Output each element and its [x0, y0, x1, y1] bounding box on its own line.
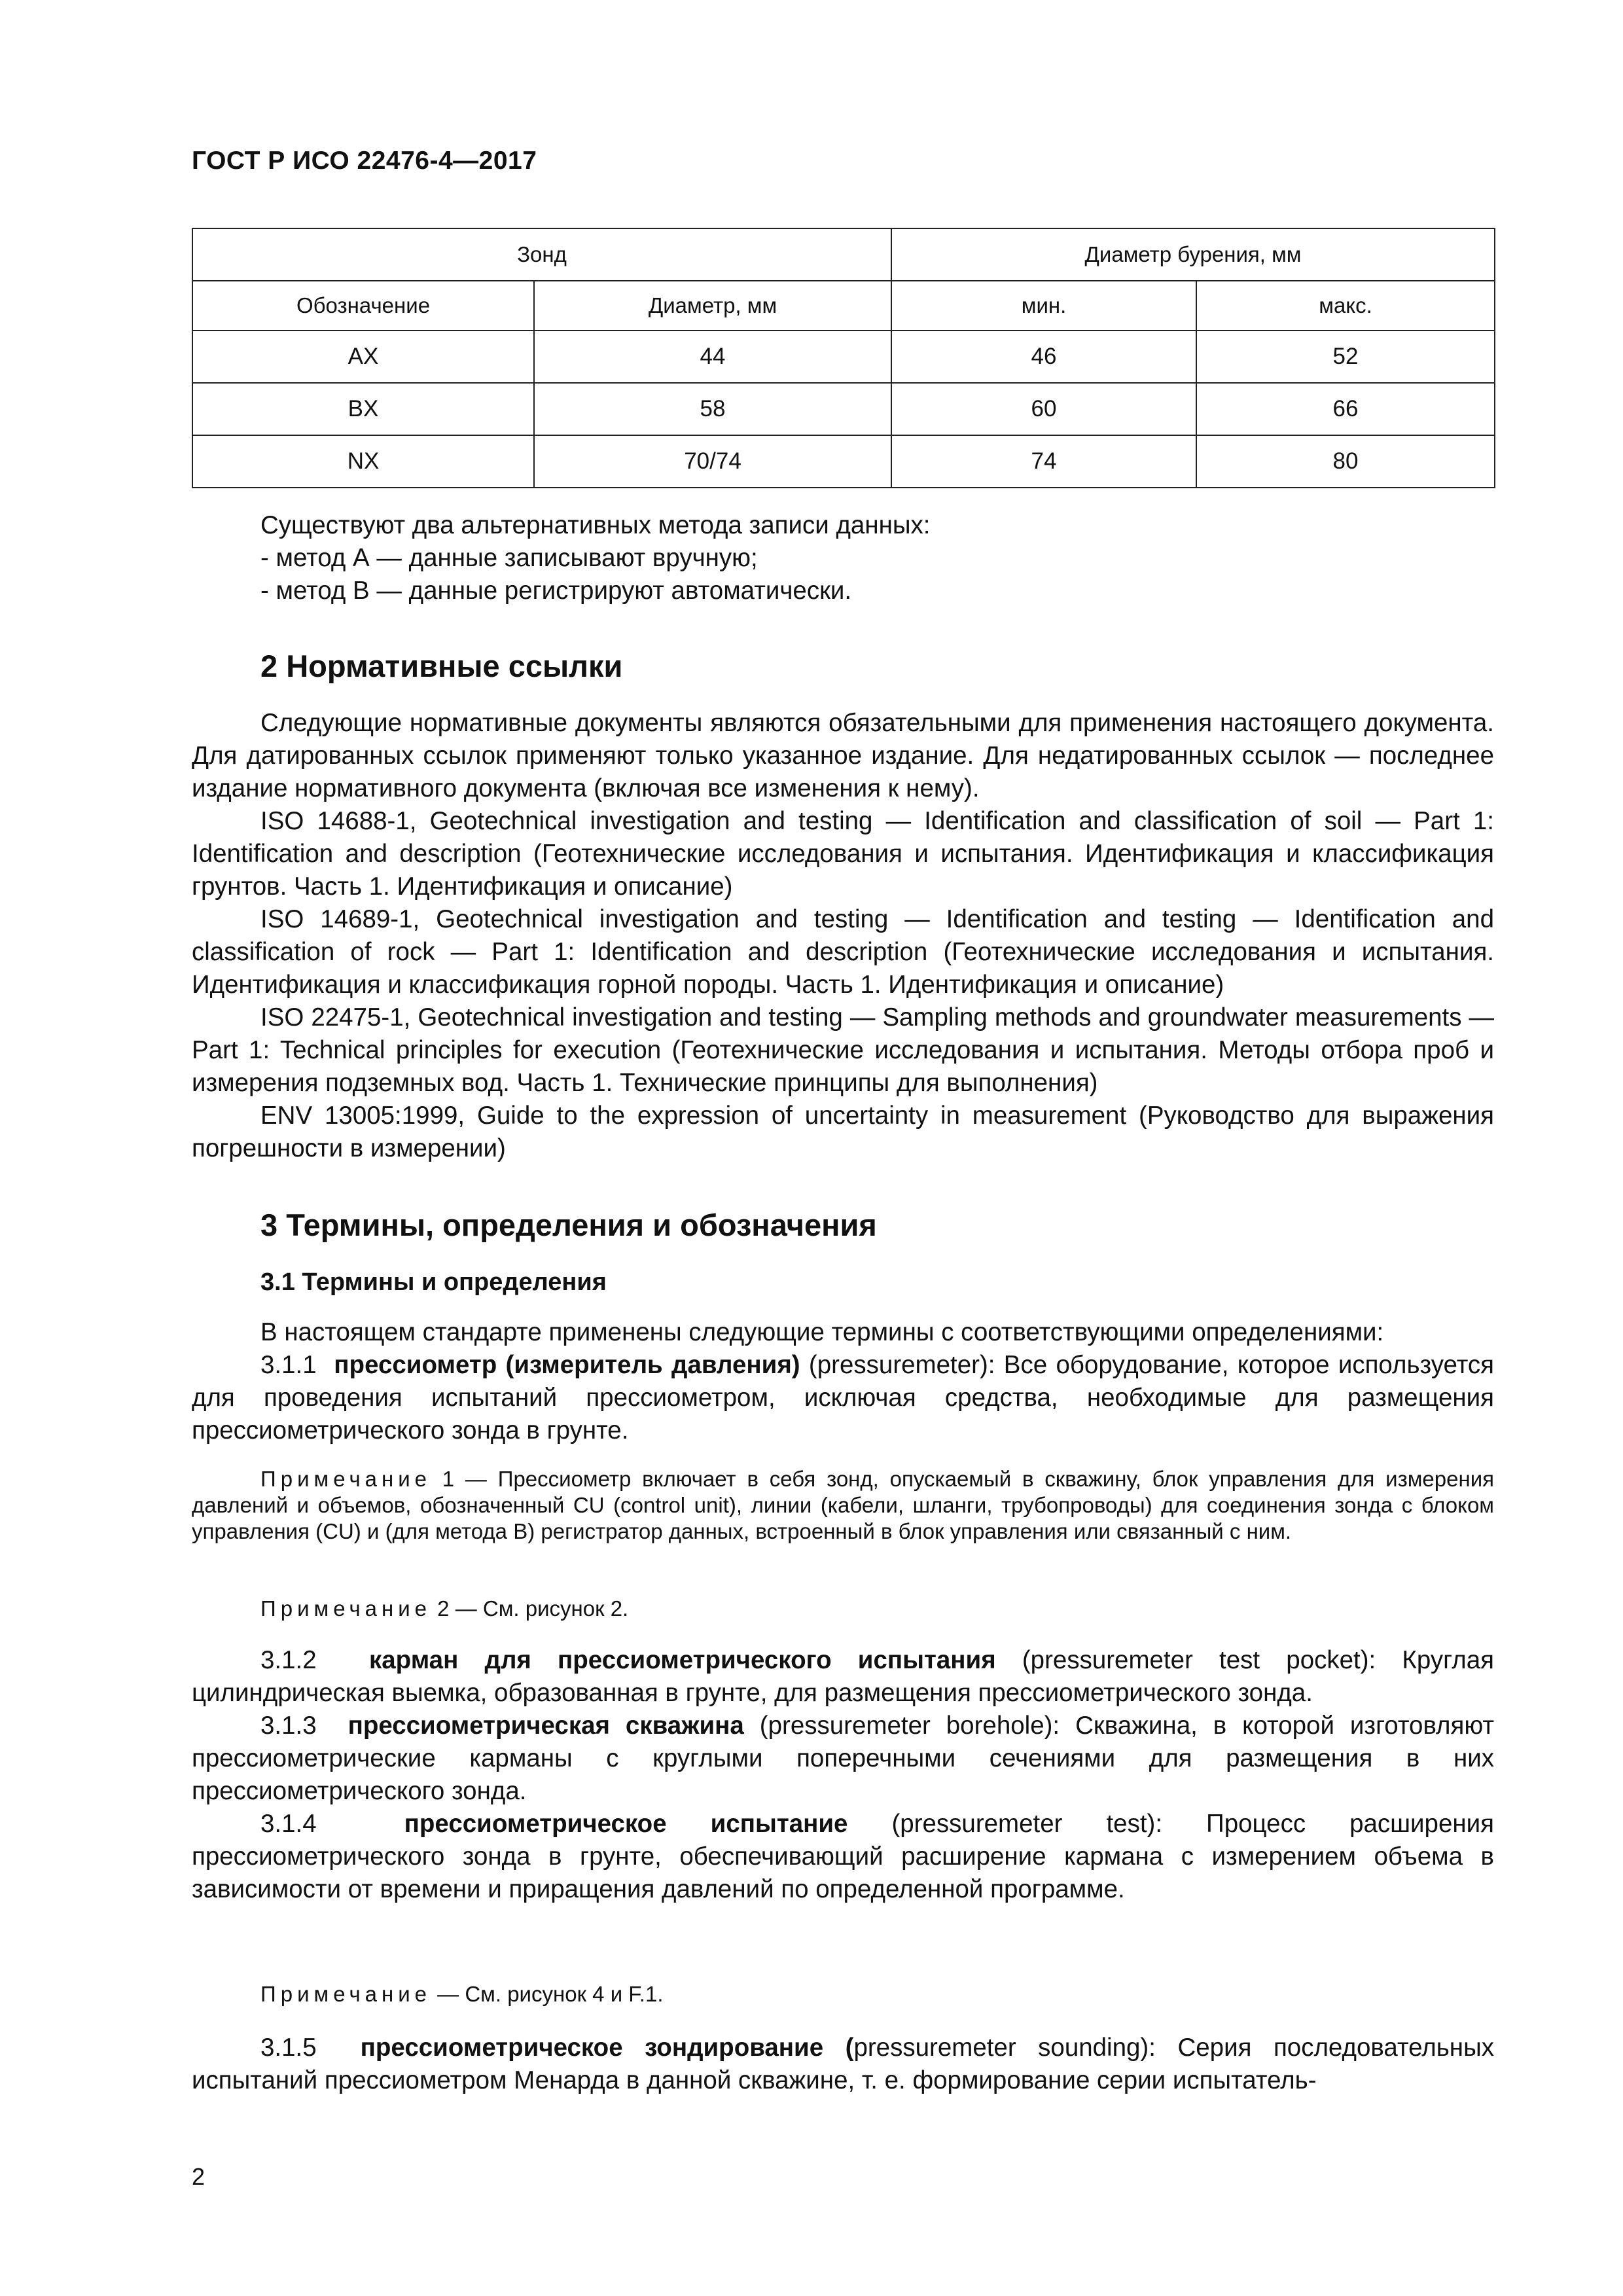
section-3-title: 3 Термины, определения и обозначения: [260, 1208, 877, 1242]
term-number: 3.1.4: [260, 1810, 317, 1838]
intro-paragraph: [260, 509, 1494, 607]
term-name: прессиометр (измеритель давления): [334, 1351, 800, 1379]
term-name: прессиометрическая скважина: [348, 1712, 744, 1740]
section-2-title: 2 Нормативные ссылки: [260, 649, 623, 683]
reference-iso-14688: ISO 14688-1, Geotechnical investigation and testing — Identification and classification of soil — Part 1: Identification and description (Геотехнические исследования и испытания. Идентификация и классификация грунтов. Часть 1. Идентификация и описание): [192, 807, 1494, 901]
cell-min: 60: [891, 383, 1196, 435]
term-number: 3.1.5: [260, 2034, 317, 2062]
header-max: макс.: [1196, 281, 1495, 331]
header-min: мин.: [891, 281, 1196, 331]
reference-iso-22475: ISO 22475-1, Geotechnical investigation and testing — Sampling methods and groundwater measurements — Part 1: Technical principles for execution (Геотехнические исследования и испытания. Методы отбора проб и измерения подземных вод. Часть 1. Технические принципы для выполнения): [192, 1003, 1494, 1097]
intro-line: - метод А — данные записывают вручную;: [260, 544, 758, 572]
cell-diameter: 70/74: [534, 435, 891, 488]
reference-iso-14689: ISO 14689-1, Geotechnical investigation and testing — Identification and testing — Identification and classification of rock — Part 1: Identification and description (Геотехнические исследования и испытания. Идентификация и классификация горной породы. Часть 1. Идентификация и описание): [192, 905, 1494, 999]
header-probe: Зонд: [192, 228, 891, 281]
note-1: [192, 1466, 1494, 1545]
note-text: 2 — См. рисунок 2.: [431, 1596, 629, 1621]
cell-max: 52: [1196, 331, 1495, 383]
cell-max: 80: [1196, 435, 1495, 488]
note-2: [192, 1596, 1494, 1622]
term-definition: pressuremeter sounding): Серия последовательных испытаний прессиометром Менарда в данной скважине, т. е. формирование серии испытатель-: [192, 2034, 1494, 2094]
intro-line: - метод В — данные регистрируют автоматически.: [260, 577, 852, 605]
term-3-1-2: [192, 1644, 1494, 1710]
paragraph: В настоящем стандарте применены следующие термины с соответствующими определениями:: [260, 1318, 1384, 1346]
paragraph: Следующие нормативные документы являются обязательными для применения настоящего документа. Для датированных ссылок применяют только указанное издание. Для недатированных ссылок — последнее издание нормативного документа (включая все изменения к нему).: [192, 709, 1494, 802]
intro-line: Существуют два альтернативных метода записи данных:: [260, 511, 931, 539]
document-header: ГОСТ Р ИСО 22476-4—2017: [192, 147, 537, 175]
term-name: карман для прессиометрического испытания: [369, 1646, 996, 1674]
subsection-3-1-title: 3.1 Термины и определения: [260, 1268, 607, 1296]
term-3-1-5-block: [192, 2032, 1494, 2097]
header-designation: Обозначение: [192, 281, 534, 331]
term-name: прессиометрическое зондирование (: [360, 2034, 854, 2062]
cell-designation: AX: [192, 331, 534, 383]
term-name: прессиометрическое испытание: [404, 1810, 848, 1838]
terms-continued: [192, 1644, 1494, 1906]
note-text: — См. рисунок 4 и F.1.: [431, 1982, 664, 2006]
header-diameter: Диаметр, мм: [534, 281, 891, 331]
term-number: 3.1.2: [260, 1646, 317, 1674]
note-label: Примечание: [260, 1467, 432, 1491]
term-definition: (pressuremeter test): Процесс расширения прессиометрического зонда в грунте, обеспечивающий расширение кармана с измерением объема в зависимости от времени и приращения давлений по определенной программе.: [192, 1810, 1494, 1903]
term-definition: (pressuremeter borehole): Скважина, в которой изготовляют прессиометрические карманы с круглыми поперечными сечениями для размещения в них прессиометрического зонда.: [192, 1712, 1494, 1805]
page-number: 2: [192, 2163, 205, 2190]
table-row: [192, 435, 1495, 488]
cell-designation: NX: [192, 435, 534, 488]
probe-diameter-table: [192, 228, 1495, 488]
term-3-1-5: [192, 2032, 1494, 2097]
term-3-1-4: [192, 1808, 1494, 1906]
cell-min: 74: [891, 435, 1196, 488]
cell-diameter: 44: [534, 331, 891, 383]
table-row: [192, 383, 1495, 435]
note-text: 1 — Прессиометр включает в себя зонд, опускаемый в скважину, блок управления для измерения давлений и объемов, обозначенный CU (control unit), линии (кабели, шланги, трубопроводы) для соединения зонда с блоком управления (CU) и (для метода В) регистратор данных, встроенный в блок управления или связанный с ним.: [192, 1467, 1494, 1543]
term-3-1-1: [192, 1349, 1494, 1447]
table-row: [192, 331, 1495, 383]
section-3-body: [192, 1316, 1494, 1447]
header-drill-diameter: Диаметр бурения, мм: [891, 228, 1495, 281]
cell-designation: BX: [192, 383, 534, 435]
term-definition: (pressuremeter test pocket): Круглая цилиндрическая выемка, образованная в грунте, для размещения прессиометрического зонда.: [192, 1646, 1494, 1707]
note-label: Примечание: [260, 1596, 432, 1621]
reference-env-13005: ENV 13005:1999, Guide to the expression of uncertainty in measurement (Руководство для выражения погрешности в измерении): [192, 1102, 1494, 1162]
cell-diameter: 58: [534, 383, 891, 435]
cell-min: 46: [891, 331, 1196, 383]
term-3-1-3: [192, 1710, 1494, 1808]
term-number: 3.1.1: [260, 1351, 317, 1379]
term-number: 3.1.3: [260, 1712, 317, 1740]
cell-max: 66: [1196, 383, 1495, 435]
term-definition: (pressuremeter): Все оборудование, которое используется для проведения испытаний прессиометром, исключая средства, необходимые для размещения прессиометрического зонда в грунте.: [192, 1351, 1494, 1444]
note-3: [192, 1981, 1494, 2007]
section-2-body: [192, 707, 1494, 1165]
note-label: Примечание: [260, 1982, 432, 2006]
